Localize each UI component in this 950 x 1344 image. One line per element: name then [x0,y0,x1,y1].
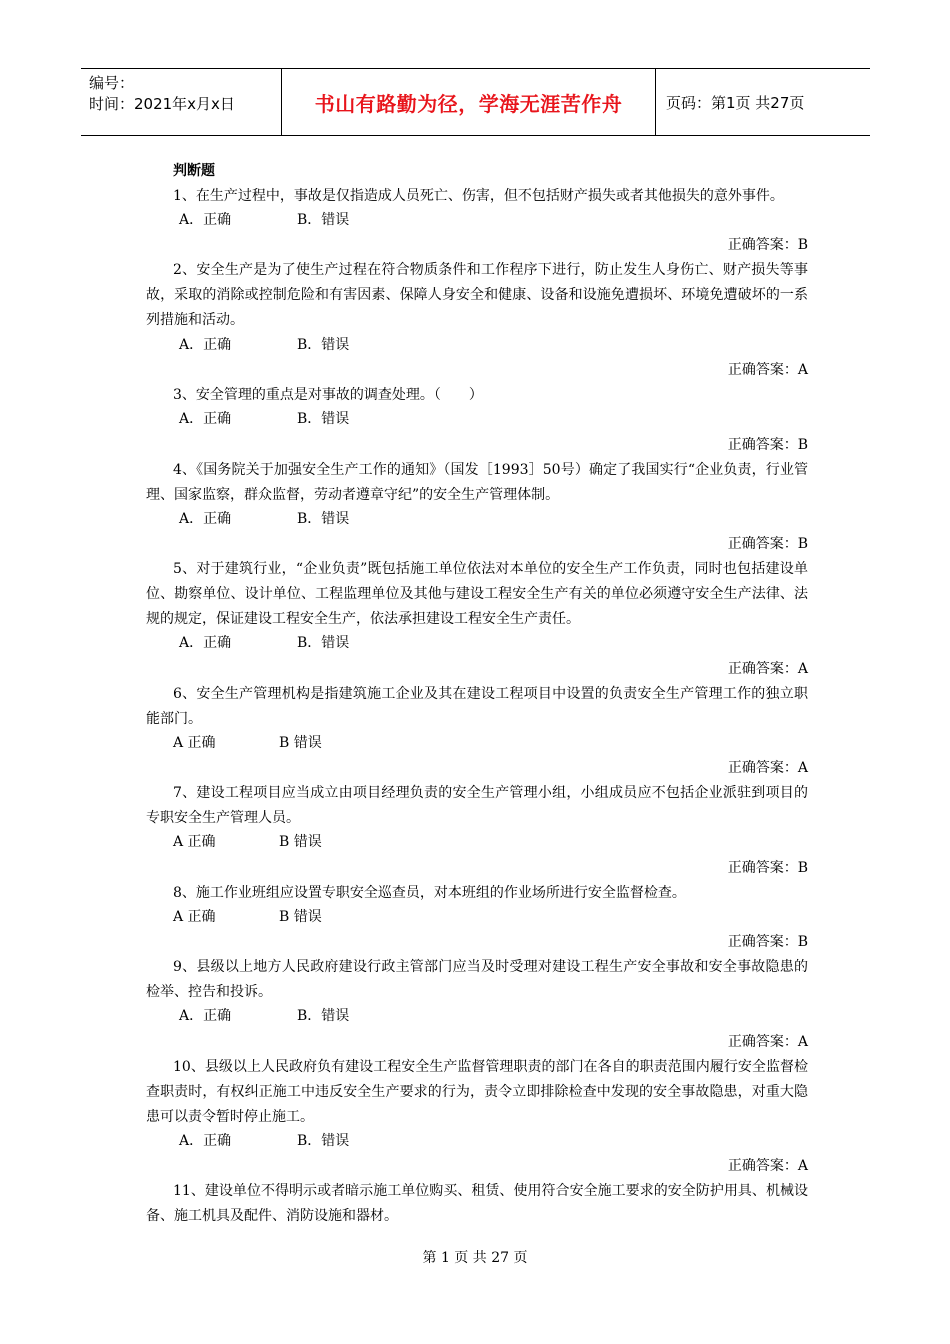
correct-answer: 正确答案：B [727,934,808,950]
correct-answer: 正确答案：A [727,362,808,378]
correct-answer: 正确答案：A [727,1034,808,1050]
header-info-cell [81,69,281,135]
question-text: 6、安全生产管理机构是指建筑施工企业及其在建设工程项目中设置的负责安全生产管理工作的独立职能部门。 [146,686,808,727]
header-motto: 书山有路勤为径，学海无涯苦作舟 [314,91,623,116]
question-text: 2、安全生产是为了使生产过程在符合物质条件和工作程序下进行，防止发生人身伤亡、财产损失等事故，采取的消除或控制危险和有害因素、保障人身安全和健康、设备和设施免遭损坏、环境免遭破坏的一系列措施和活动。 [146,262,808,328]
question-text: 5、对于建筑行业，“企业负责”既包括施工单位依法对本单位的安全生产工作负责，同时也包括建设单位、勘察单位、设计单位、工程监理单位及其他与建设工程安全生产有关的单位必须遵守安全生产法律、法规的规定，保证建设工程安全生产，依法承担建设工程安全生产责任。 [146,561,808,627]
option-b: B．错误 [297,635,350,651]
correct-answer: 正确答案：B [727,237,808,253]
question-text: 3、安全管理的重点是对事故的调查处理。（ ） [173,387,483,403]
header-motto-cell [281,69,656,135]
correct-answer: 正确答案：B [727,860,808,876]
page-header [81,68,870,136]
correct-answer: 正确答案：A [727,1158,808,1174]
question-text: 8、施工作业班组应设置专职安全巡查员，对本班组的作业场所进行安全监督检查。 [173,885,686,901]
option-b: B．错误 [297,337,350,353]
option-b: B．错误 [297,212,350,228]
document-time-label: 时间：2021年x月x日 [89,95,235,113]
option-a: A 正确 [173,909,216,925]
document-number-label: 编号： [89,74,135,92]
option-b: B．错误 [297,1008,350,1024]
question-text: 4、《国务院关于加强安全生产工作的通知》（国发［1993］50号）确定了我国实行“企业负责，行业管理、国家监察，群众监督，劳动者遵章守纪”的安全生产管理体制。 [146,462,808,503]
question-text: 11、建设单位不得明示或者暗示施工单位购买、租赁、使用符合安全施工要求的安全防护用具、机械设备、施工机具及配件、消防设施和器材。 [146,1183,808,1224]
section-title: 判断题 [173,163,215,179]
header-page-cell [656,69,870,135]
option-a: A 正确 [173,834,216,850]
correct-answer: 正确答案：B [727,536,808,552]
option-a: A．正确 [179,511,232,527]
option-b: B 错误 [279,909,322,925]
correct-answer: 正确答案：B [727,437,808,453]
option-a: A．正确 [179,212,232,228]
header-page-label: 页码：第1页 共27页 [666,93,805,112]
correct-answer: 正确答案：A [727,760,808,776]
question-text: 7、建设工程项目应当成立由项目经理负责的安全生产管理小组，小组成员应不包括企业派驻到项目的专职安全生产管理人员。 [146,785,808,826]
question-text: 1、在生产过程中，事故是仅指造成人员死亡、伤害，但不包括财产损失或者其他损失的意外事件。 [173,188,784,204]
option-b: B．错误 [297,511,350,527]
option-a: A．正确 [179,1008,232,1024]
option-b: B 错误 [279,735,322,751]
question-text: 9、县级以上地方人民政府建设行政主管部门应当及时受理对建设工程生产安全事故和安全事故隐患的检举、控告和投诉。 [146,959,808,1000]
option-a: A．正确 [179,337,232,353]
question-text: 10、县级以上人民政府负有建设工程安全生产监督管理职责的部门在各自的职责范围内履行安全监督检查职责时，有权纠正施工中违反安全生产要求的行为，责令立即排除检查中发现的安全事故隐患，对重大隐患可以责令暂时停止施工。 [146,1059,808,1125]
option-a: A．正确 [179,635,232,651]
page-footer: 第 1 页 共 27 页 [422,1250,528,1266]
option-b: B．错误 [297,1133,350,1149]
option-a: A．正确 [179,411,232,427]
option-a: A．正确 [179,1133,232,1149]
correct-answer: 正确答案：A [727,661,808,677]
option-a: A 正确 [173,735,216,751]
option-b: B 错误 [279,834,322,850]
option-b: B．错误 [297,411,350,427]
